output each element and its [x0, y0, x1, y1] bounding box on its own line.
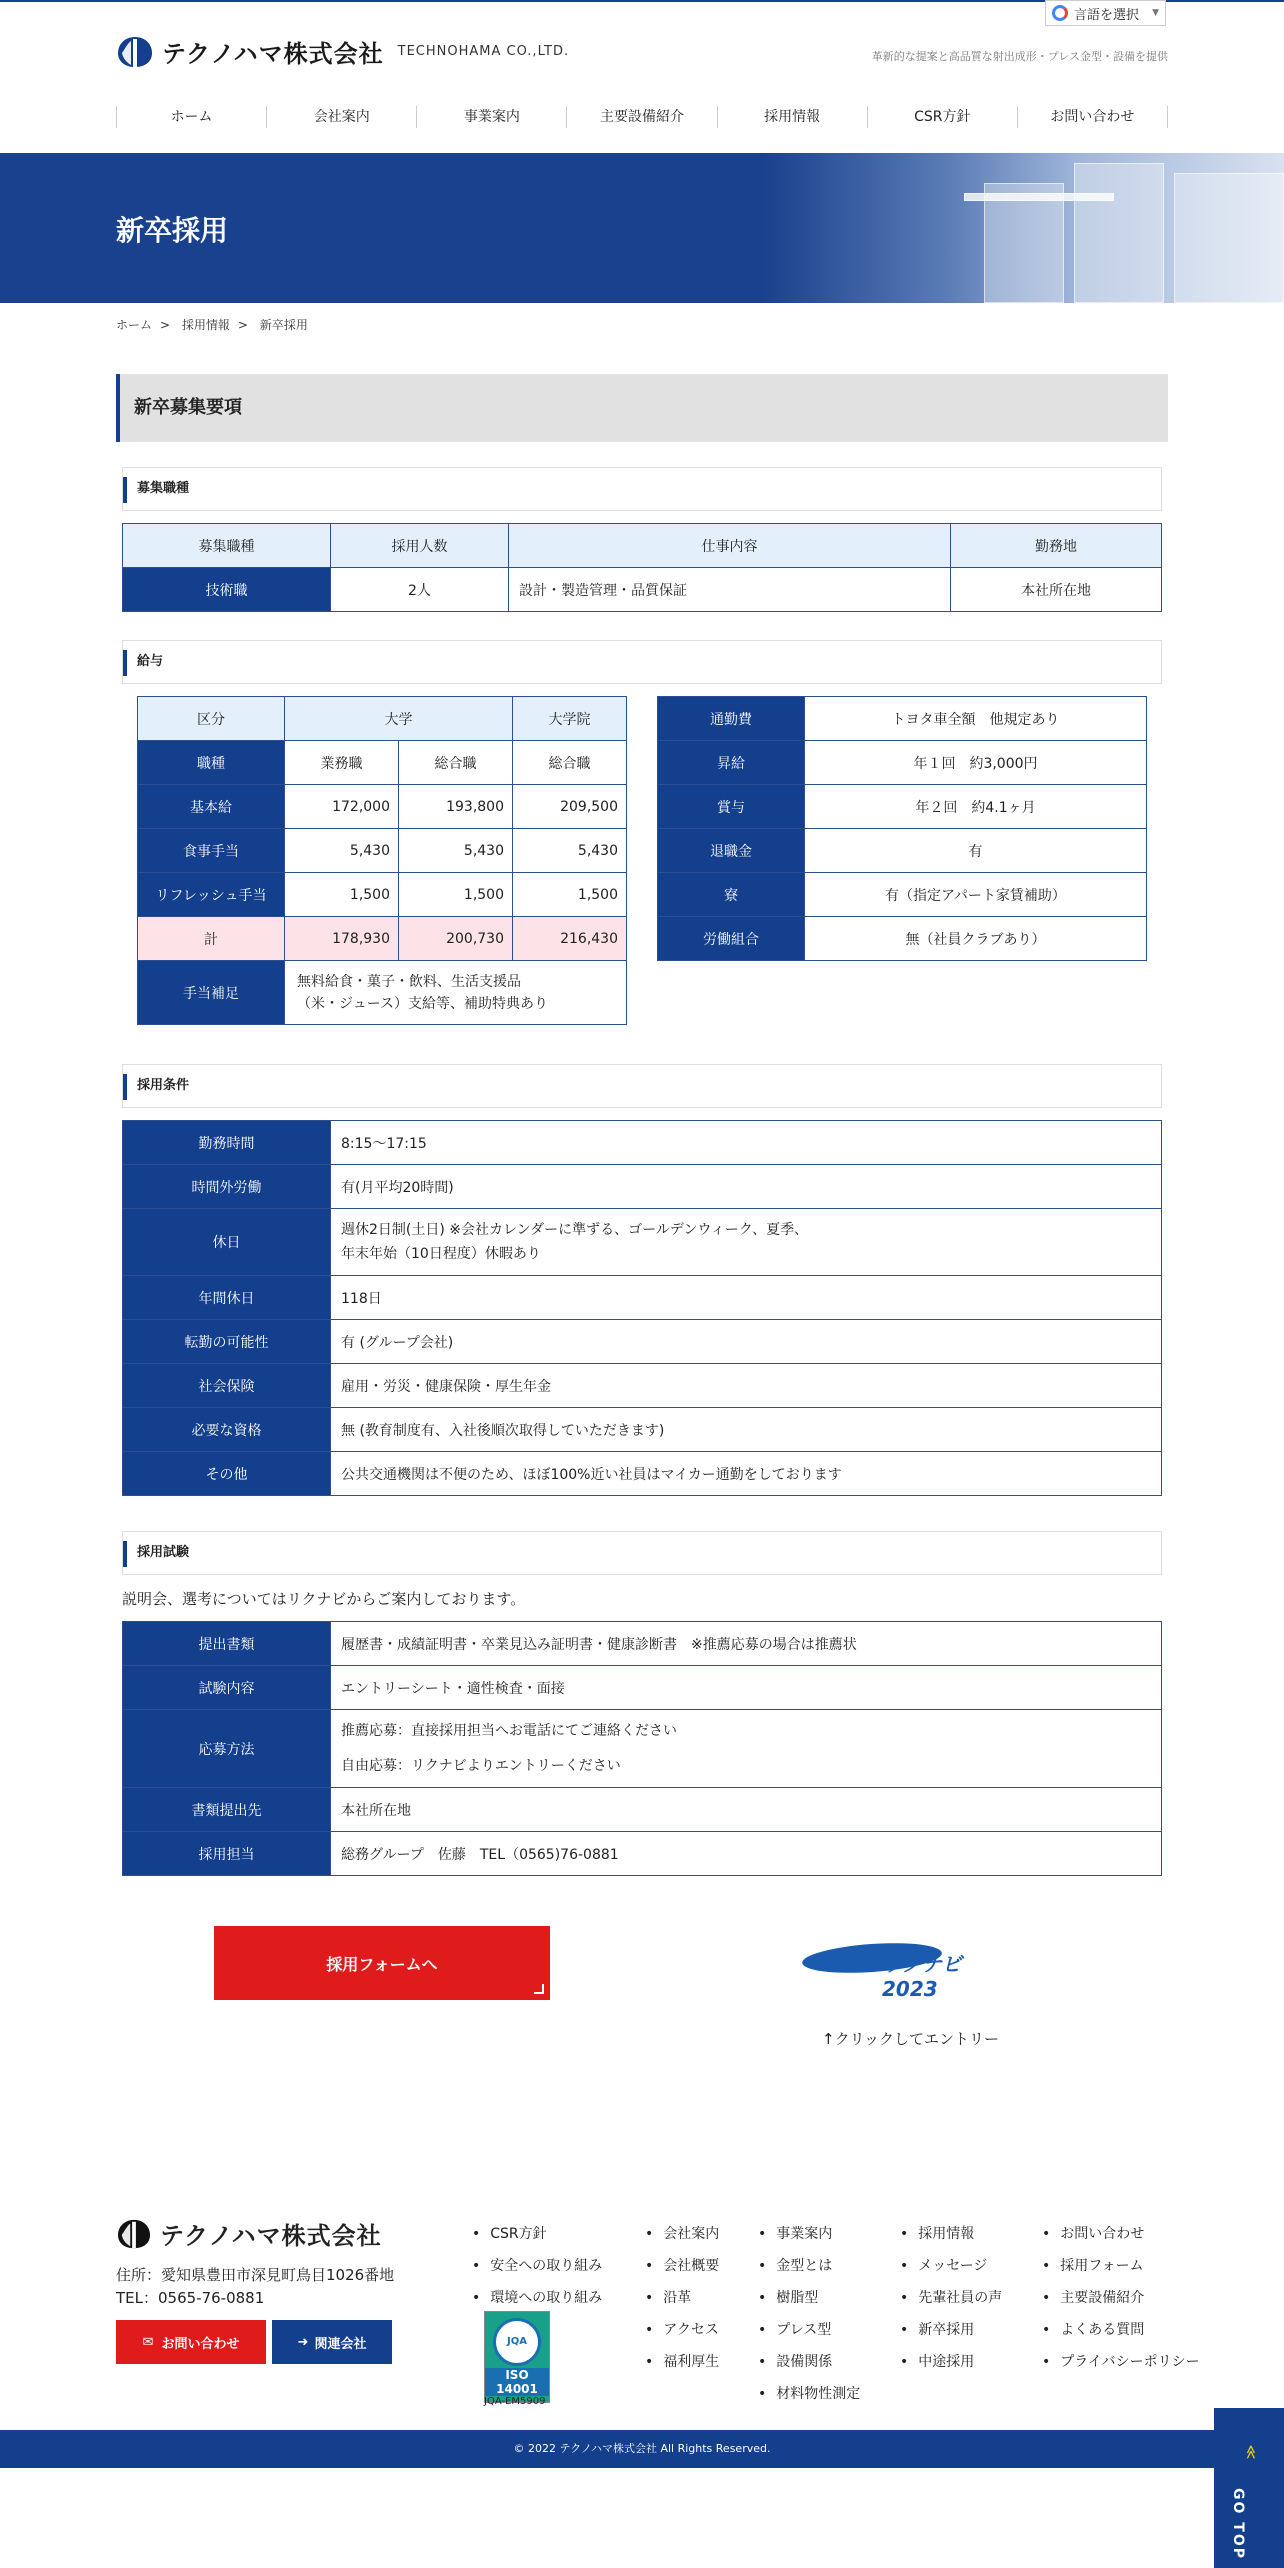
subsection-salary-title: 給与: [122, 640, 1162, 684]
table-row: 書類提出先 本社所在地: [123, 1788, 1162, 1832]
footer-address: 住所：愛知県豊田市深見町鳥目1026番地: [116, 2266, 395, 2284]
table-row: 提出書類 履歴書・成績証明書・卒業見込み証明書・健康診断書 ※推薦応募の場合は推薦状: [123, 1622, 1162, 1666]
table-row: その他 公共交通機関は不便のため、ほぼ100%近い社員はマイカー通勤をしております: [123, 1452, 1162, 1496]
table-row: 募集職種 採用人数 仕事内容 勤務地: [123, 524, 1162, 568]
footer-col-company: [645, 2218, 719, 2378]
table-row: 技術職 2人 設計・製造管理・品質保証 本社所在地: [123, 568, 1162, 612]
breadcrumb: ホーム > 採用情報 > 新卒採用: [116, 318, 308, 332]
table-row: 勤務時間 8:15～17:15: [123, 1121, 1162, 1165]
breadcrumb-recruit[interactable]: 採用情報: [181, 318, 230, 332]
exam-table: [122, 1621, 1162, 1876]
footer-link[interactable]: • 沿革: [645, 2282, 719, 2314]
footer-address-block: [116, 2264, 394, 2310]
table-row: 区分 大学 大学院: [138, 697, 627, 741]
footer-tel: TEL：0565-76-0881: [116, 2289, 265, 2307]
footer-col-recruit: [900, 2218, 1002, 2378]
logo-mark-icon: [116, 35, 154, 69]
nav-csr[interactable]: CSR方針: [867, 106, 1017, 128]
footer-link[interactable]: • 環境への取り組み: [472, 2282, 602, 2314]
table-row: 労働組合 無（社員クラブあり）: [658, 917, 1147, 961]
iso-id: JQA-EM5909: [484, 2396, 546, 2407]
table-row: 応募方法 推薦応募：直接採用担当へお電話にてご連絡ください 自由応募：リクナビよりエントリーください: [123, 1710, 1162, 1788]
subsection-recruit-title: 募集職種: [122, 467, 1162, 511]
tagline: 革新的な提案と高品質な射出成形・プレス金型・設備を提供: [871, 50, 1168, 63]
copyright: © 2022 テクノハマ株式会社 All Rights Reserved.: [0, 2430, 1284, 2468]
building-image: [764, 153, 1284, 303]
arrow-circle-icon: ➜: [297, 2334, 309, 2350]
table-row: 昇給 年１回 約3,000円: [658, 741, 1147, 785]
table-row: 転勤の可能性 有 (グループ会社): [123, 1320, 1162, 1364]
table-row: 必要な資格 無 (教育制度有、入社後順次取得していただきます): [123, 1408, 1162, 1452]
subsection-exam-title: 採用試験: [122, 1531, 1162, 1575]
nav-equipment[interactable]: 主要設備紹介: [566, 106, 716, 128]
breadcrumb-current: 新卒採用: [259, 318, 308, 332]
breadcrumb-home[interactable]: ホーム: [116, 318, 153, 332]
go-top-label: GO TOP: [1230, 2488, 1246, 2560]
recruit-form-button[interactable]: 採用フォームへ: [214, 1926, 550, 2000]
footer-link[interactable]: • 新卒採用: [900, 2314, 1002, 2346]
footer-link[interactable]: • 樹脂型: [758, 2282, 860, 2314]
table-row: 食事手当 5,430 5,430 5,430: [138, 829, 627, 873]
page-title: 新卒採用: [116, 214, 229, 247]
table-row: 手当補足 無料給食・菓子・飲料、生活支援品 （米・ジュース）支給等、補助特典あり: [138, 961, 627, 1025]
section-title: 新卒募集要項: [116, 374, 1168, 442]
table-row: 基本給 172,000 193,800 209,500: [138, 785, 627, 829]
global-nav: [116, 106, 1168, 128]
google-icon: [1052, 5, 1068, 21]
footer-col-business: [758, 2218, 860, 2410]
footer-link[interactable]: • よくある質問: [1042, 2314, 1200, 2346]
hero-banner: [0, 153, 1284, 303]
footer-link[interactable]: • プライバシーポリシー: [1042, 2346, 1200, 2378]
footer-link[interactable]: • 金型とは: [758, 2250, 860, 2282]
nav-company[interactable]: 会社案内: [266, 106, 416, 128]
go-top-button[interactable]: [1214, 2408, 1284, 2568]
iso-label: ISO 14001: [485, 2368, 549, 2396]
double-chevron-up-icon: ≪: [1242, 2444, 1259, 2460]
table-row: 賞与 年２回 約4.1ヶ月: [658, 785, 1147, 829]
chevron-down-icon: ▼: [1152, 8, 1159, 18]
footer-related-button[interactable]: ➜ 関連会社: [272, 2320, 392, 2364]
conditions-table: [122, 1120, 1162, 1496]
footer-link[interactable]: • 採用フォーム: [1042, 2250, 1200, 2282]
table-row: 時間外労働 有(月平均20時間): [123, 1165, 1162, 1209]
table-row: 寮 有（指定アパート家賃補助）: [658, 873, 1147, 917]
iso-14001-badge: [484, 2311, 550, 2403]
footer-link[interactable]: • 採用情報: [900, 2218, 1002, 2250]
rikunabi-logo-text: リクナビ 2023: [882, 1952, 962, 2001]
recruit-table: [122, 523, 1162, 612]
rikunabi-note: ↑クリックしてエントリー: [822, 2030, 999, 2048]
footer-link[interactable]: • 設備関係: [758, 2346, 860, 2378]
table-row: 試験内容 エントリーシート・適性検査・面接: [123, 1666, 1162, 1710]
nav-recruit[interactable]: 採用情報: [717, 106, 867, 128]
footer-link[interactable]: • 会社概要: [645, 2250, 719, 2282]
company-name-jp: テクノハマ株式会社: [162, 40, 384, 68]
mail-icon: ✉: [142, 2334, 154, 2350]
footer-link[interactable]: • 中途採用: [900, 2346, 1002, 2378]
footer-link[interactable]: • 事業案内: [758, 2218, 860, 2250]
table-row: 年間休日 118日: [123, 1276, 1162, 1320]
footer-link[interactable]: • CSR方針: [472, 2218, 602, 2250]
rikunabi-logo-link[interactable]: [802, 1940, 1012, 2001]
table-row: 採用担当 総務グループ 佐藤 TEL（0565)76-0881: [123, 1832, 1162, 1876]
footer-company-name: テクノハマ株式会社: [160, 2222, 382, 2250]
company-name-en: TECHNOHAMA CO.,LTD.: [397, 44, 570, 59]
jqa-seal-icon: JQA: [493, 2318, 541, 2366]
table-row: リフレッシュ手当 1,500 1,500 1,500: [138, 873, 627, 917]
nav-contact[interactable]: お問い合わせ: [1017, 106, 1168, 128]
footer-logo-mark-icon: [116, 2218, 152, 2250]
footer-link[interactable]: • 会社案内: [645, 2218, 719, 2250]
footer-col-contact: [1042, 2218, 1200, 2378]
table-row: 退職金 有: [658, 829, 1147, 873]
table-row: 社会保険 雇用・労災・健康保険・厚生年金: [123, 1364, 1162, 1408]
footer-link[interactable]: • アクセス: [645, 2314, 719, 2346]
footer-link[interactable]: • 先輩社員の声: [900, 2282, 1002, 2314]
subsection-conditions-title: 採用条件: [122, 1064, 1162, 1108]
footer-contact-button[interactable]: ✉ お問い合わせ: [116, 2320, 266, 2364]
footer-link[interactable]: • お問い合わせ: [1042, 2218, 1200, 2250]
salary-other-table: [657, 696, 1147, 961]
exam-note: 説明会、選考についてはリクナビからご案内しております。: [122, 1590, 526, 1608]
footer-link[interactable]: • 主要設備紹介: [1042, 2282, 1200, 2314]
footer-link[interactable]: • メッセージ: [900, 2250, 1002, 2282]
footer-link[interactable]: • 安全への取り組み: [472, 2250, 602, 2282]
company-logo[interactable]: [116, 34, 569, 69]
table-row: 職種 業務職 総合職 総合職: [138, 741, 627, 785]
footer-link[interactable]: • 福利厚生: [645, 2346, 719, 2378]
nav-home[interactable]: ホーム: [116, 106, 266, 128]
language-select-label: 言語を選択: [1074, 7, 1140, 23]
salary-table: [137, 696, 627, 1025]
footer-col-csr: [472, 2218, 602, 2314]
table-row-total: 計 178,930 200,730 216,430: [138, 917, 627, 961]
language-select[interactable]: [1045, 0, 1166, 26]
footer-link[interactable]: • 材料物性測定: [758, 2378, 860, 2410]
table-row: 通勤費 トヨタ車全額 他規定あり: [658, 697, 1147, 741]
table-row: 休日 週休2日制(土日) ※会社カレンダーに準ずる、ゴールデンウィーク、夏季、 年末年始（10日程度）休暇あり: [123, 1209, 1162, 1276]
nav-business[interactable]: 事業案内: [416, 106, 566, 128]
footer-link[interactable]: • プレス型: [758, 2314, 860, 2346]
footer-logo[interactable]: [116, 2216, 382, 2251]
